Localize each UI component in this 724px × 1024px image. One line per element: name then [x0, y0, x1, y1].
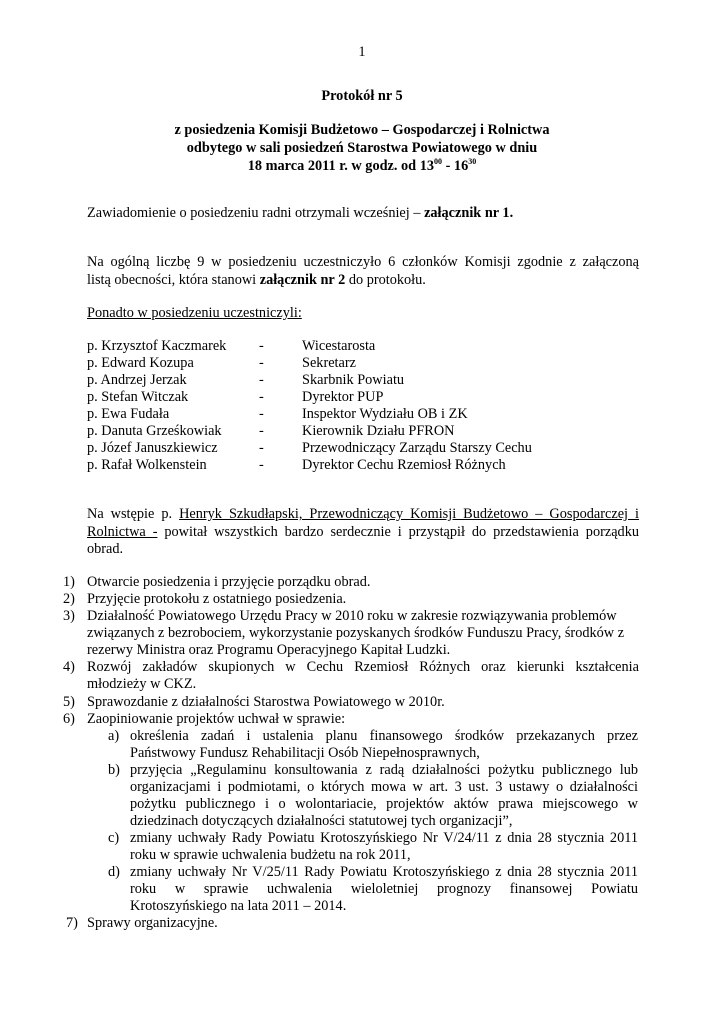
agenda-item-text: Zaopiniowanie projektów uchwał w sprawie: [87, 711, 346, 727]
agenda-number: 6) [63, 711, 75, 727]
attendance-suffix: do protokołu. [345, 272, 426, 288]
intro-line-1 [87, 506, 639, 523]
guest-dash: - [259, 406, 264, 422]
guest-role: Przewodniczący Zarządu Starszy Cechu [302, 440, 532, 456]
time-start-minutes: 00 [434, 157, 443, 166]
subitem-text: dziedzinach dotyczących działalności statutowej tych organizacji”, [130, 813, 513, 829]
agenda-number: 3) [63, 608, 75, 624]
agenda-item-text: związanych z bezrobociem, wykorzystanie pozyskanych środków Funduszu Pracy, środków z [87, 625, 625, 641]
notice-paragraph [87, 205, 513, 222]
guest-dash: - [259, 372, 264, 388]
meeting-date: 18 marca 2011 r. w godz. od 13 [247, 158, 435, 174]
agenda-item-text: młodzieży w CKZ. [87, 676, 197, 692]
agenda-item-text: Sprawy organizacyjne. [87, 915, 218, 931]
agenda-number: 1) [63, 574, 75, 590]
subtitle-line-1: z posiedzenia Komisji Budżetowo – Gospodarczej i Rolnictwa [174, 122, 550, 138]
attendance-text: listą obecności, która stanowi [87, 272, 260, 288]
guests-heading: Ponadto w posiedzeniu uczestniczyli: [87, 305, 302, 321]
notice-attachment: załącznik nr 1. [424, 205, 514, 221]
guest-dash: - [259, 338, 264, 354]
agenda-item-text: Przyjęcie protokołu z ostatniego posiedzenia. [87, 591, 347, 607]
subitem-text: pożytku publicznego i o wolontariacie, projektów aktów prawa miejscowego w [130, 796, 638, 812]
time-end-minutes: 30 [468, 157, 477, 166]
guest-name: p. Rafał Wolkenstein [87, 457, 207, 473]
intro-line-2 [87, 524, 639, 541]
subitem-text: roku w sprawie uchwalenia budżetu na rok 2011, [130, 847, 411, 863]
intro-rest: powitał wszystkich bardzo serdecznie i przystąpił do przedstawienia porządku [157, 524, 639, 540]
time-separator: - 16 [442, 158, 469, 174]
agenda-item-text: rezerwy Ministra oraz Programu Operacyjnego Kapitał Ludzki. [87, 642, 451, 658]
agenda-item-text: Rozwój zakładów skupionych w Cechu Rzemiosł Różnych oraz kierunki kształcenia [87, 659, 639, 675]
guest-role: Skarbnik Powiatu [302, 372, 405, 388]
subitem-text: zmiany uchwały Nr V/25/11 Rady Powiatu Krotoszyńskiego z dnia 28 stycznia 2011 [130, 864, 638, 880]
subtitle-line-3 [0, 158, 724, 175]
subitem-letter: b) [108, 762, 120, 778]
agenda-item-text: Sprawozdanie z działalności Starostwa Powiatowego w 2010r. [87, 694, 445, 710]
guest-role: Dyrektor Cechu Rzemiosł Różnych [302, 457, 506, 473]
guest-role: Sekretarz [302, 355, 356, 371]
subitem-text: roku w sprawie uchwalenia wieloletniej prognozy finansowej Powiatu [130, 881, 638, 897]
agenda-item-text: Otwarcie posiedzenia i przyjęcie porządku obrad. [87, 574, 371, 590]
agenda-number: 2) [63, 591, 75, 607]
guest-dash: - [259, 389, 264, 405]
document-title: Protokół nr 5 [321, 88, 403, 104]
guest-role: Wicestarosta [302, 338, 376, 354]
attendance-line-1: Na ogólną liczbę 9 w posiedzeniu uczestniczyło 6 członków Komisji zgodnie z załączoną [87, 254, 639, 270]
subitem-text: przyjęcia „Regulaminu konsultowania z radą działalności pożytku publicznego lub [130, 762, 638, 778]
guest-dash: - [259, 423, 264, 439]
chairman-name: Henryk Szkudłapski, Przewodniczący Komisji Budżetowo – Gospodarczej i [179, 506, 640, 522]
subitem-text: zmiany uchwały Rady Powiatu Krotoszyńskiego Nr V/24/11 z dnia 28 stycznia 2011 [130, 830, 638, 846]
guest-name: p. Józef Januszkiewicz [87, 440, 218, 456]
agenda-number: 4) [63, 659, 75, 675]
subitem-text: określenia zadań i ustalenia planu finansowego środków przekazanych przez [130, 728, 638, 744]
attendance-attachment: załącznik nr 2 [259, 272, 346, 288]
guest-role: Dyrektor PUP [302, 389, 384, 405]
notice-text: Zawiadomienie o posiedzeniu radni otrzymali wcześniej – [87, 205, 425, 221]
subitem-letter: a) [108, 728, 120, 744]
subitem-text: Państwowy Fundusz Rehabilitacji Osób Niepełnosprawnych, [130, 745, 480, 761]
subitem-letter: d) [108, 864, 120, 880]
chairman-committee: Rolnictwa - [87, 524, 158, 540]
guest-name: p. Stefan Witczak [87, 389, 189, 405]
intro-prefix: Na wstępie p. [87, 506, 180, 522]
subitem-letter: c) [108, 830, 120, 846]
agenda-number: 7) [66, 915, 78, 931]
subtitle-line-2: odbytego w sali posiedzeń Starostwa Powiatowego w dniu [186, 140, 538, 156]
subitem-text: Krotoszyńskiego na lata 2011 – 2014. [130, 898, 347, 914]
guest-role: Kierownik Działu PFRON [302, 423, 455, 439]
agenda-number: 5) [63, 694, 75, 710]
subitem-text: organizacjami i podmiotami, o których mowa w art. 3 ust. 3 ustawy o działalności [130, 779, 638, 795]
page-number: 1 [358, 44, 366, 60]
guest-name: p. Ewa Fudała [87, 406, 170, 422]
guest-dash: - [259, 355, 264, 371]
intro-line-3: obrad. [87, 541, 124, 557]
guest-name: p. Edward Kozupa [87, 355, 194, 371]
guest-name: p. Andrzej Jerzak [87, 372, 187, 388]
agenda-item-text: Działalność Powiatowego Urzędu Pracy w 2010 roku w zakresie rozwiązywania problemów [87, 608, 617, 624]
guest-dash: - [259, 440, 264, 456]
guest-dash: - [259, 457, 264, 473]
attendance-line-2 [87, 272, 426, 289]
guest-name: p. Krzysztof Kaczmarek [87, 338, 227, 354]
guest-name: p. Danuta Grześkowiak [87, 423, 222, 439]
guest-role: Inspektor Wydziału OB i ZK [302, 406, 468, 422]
